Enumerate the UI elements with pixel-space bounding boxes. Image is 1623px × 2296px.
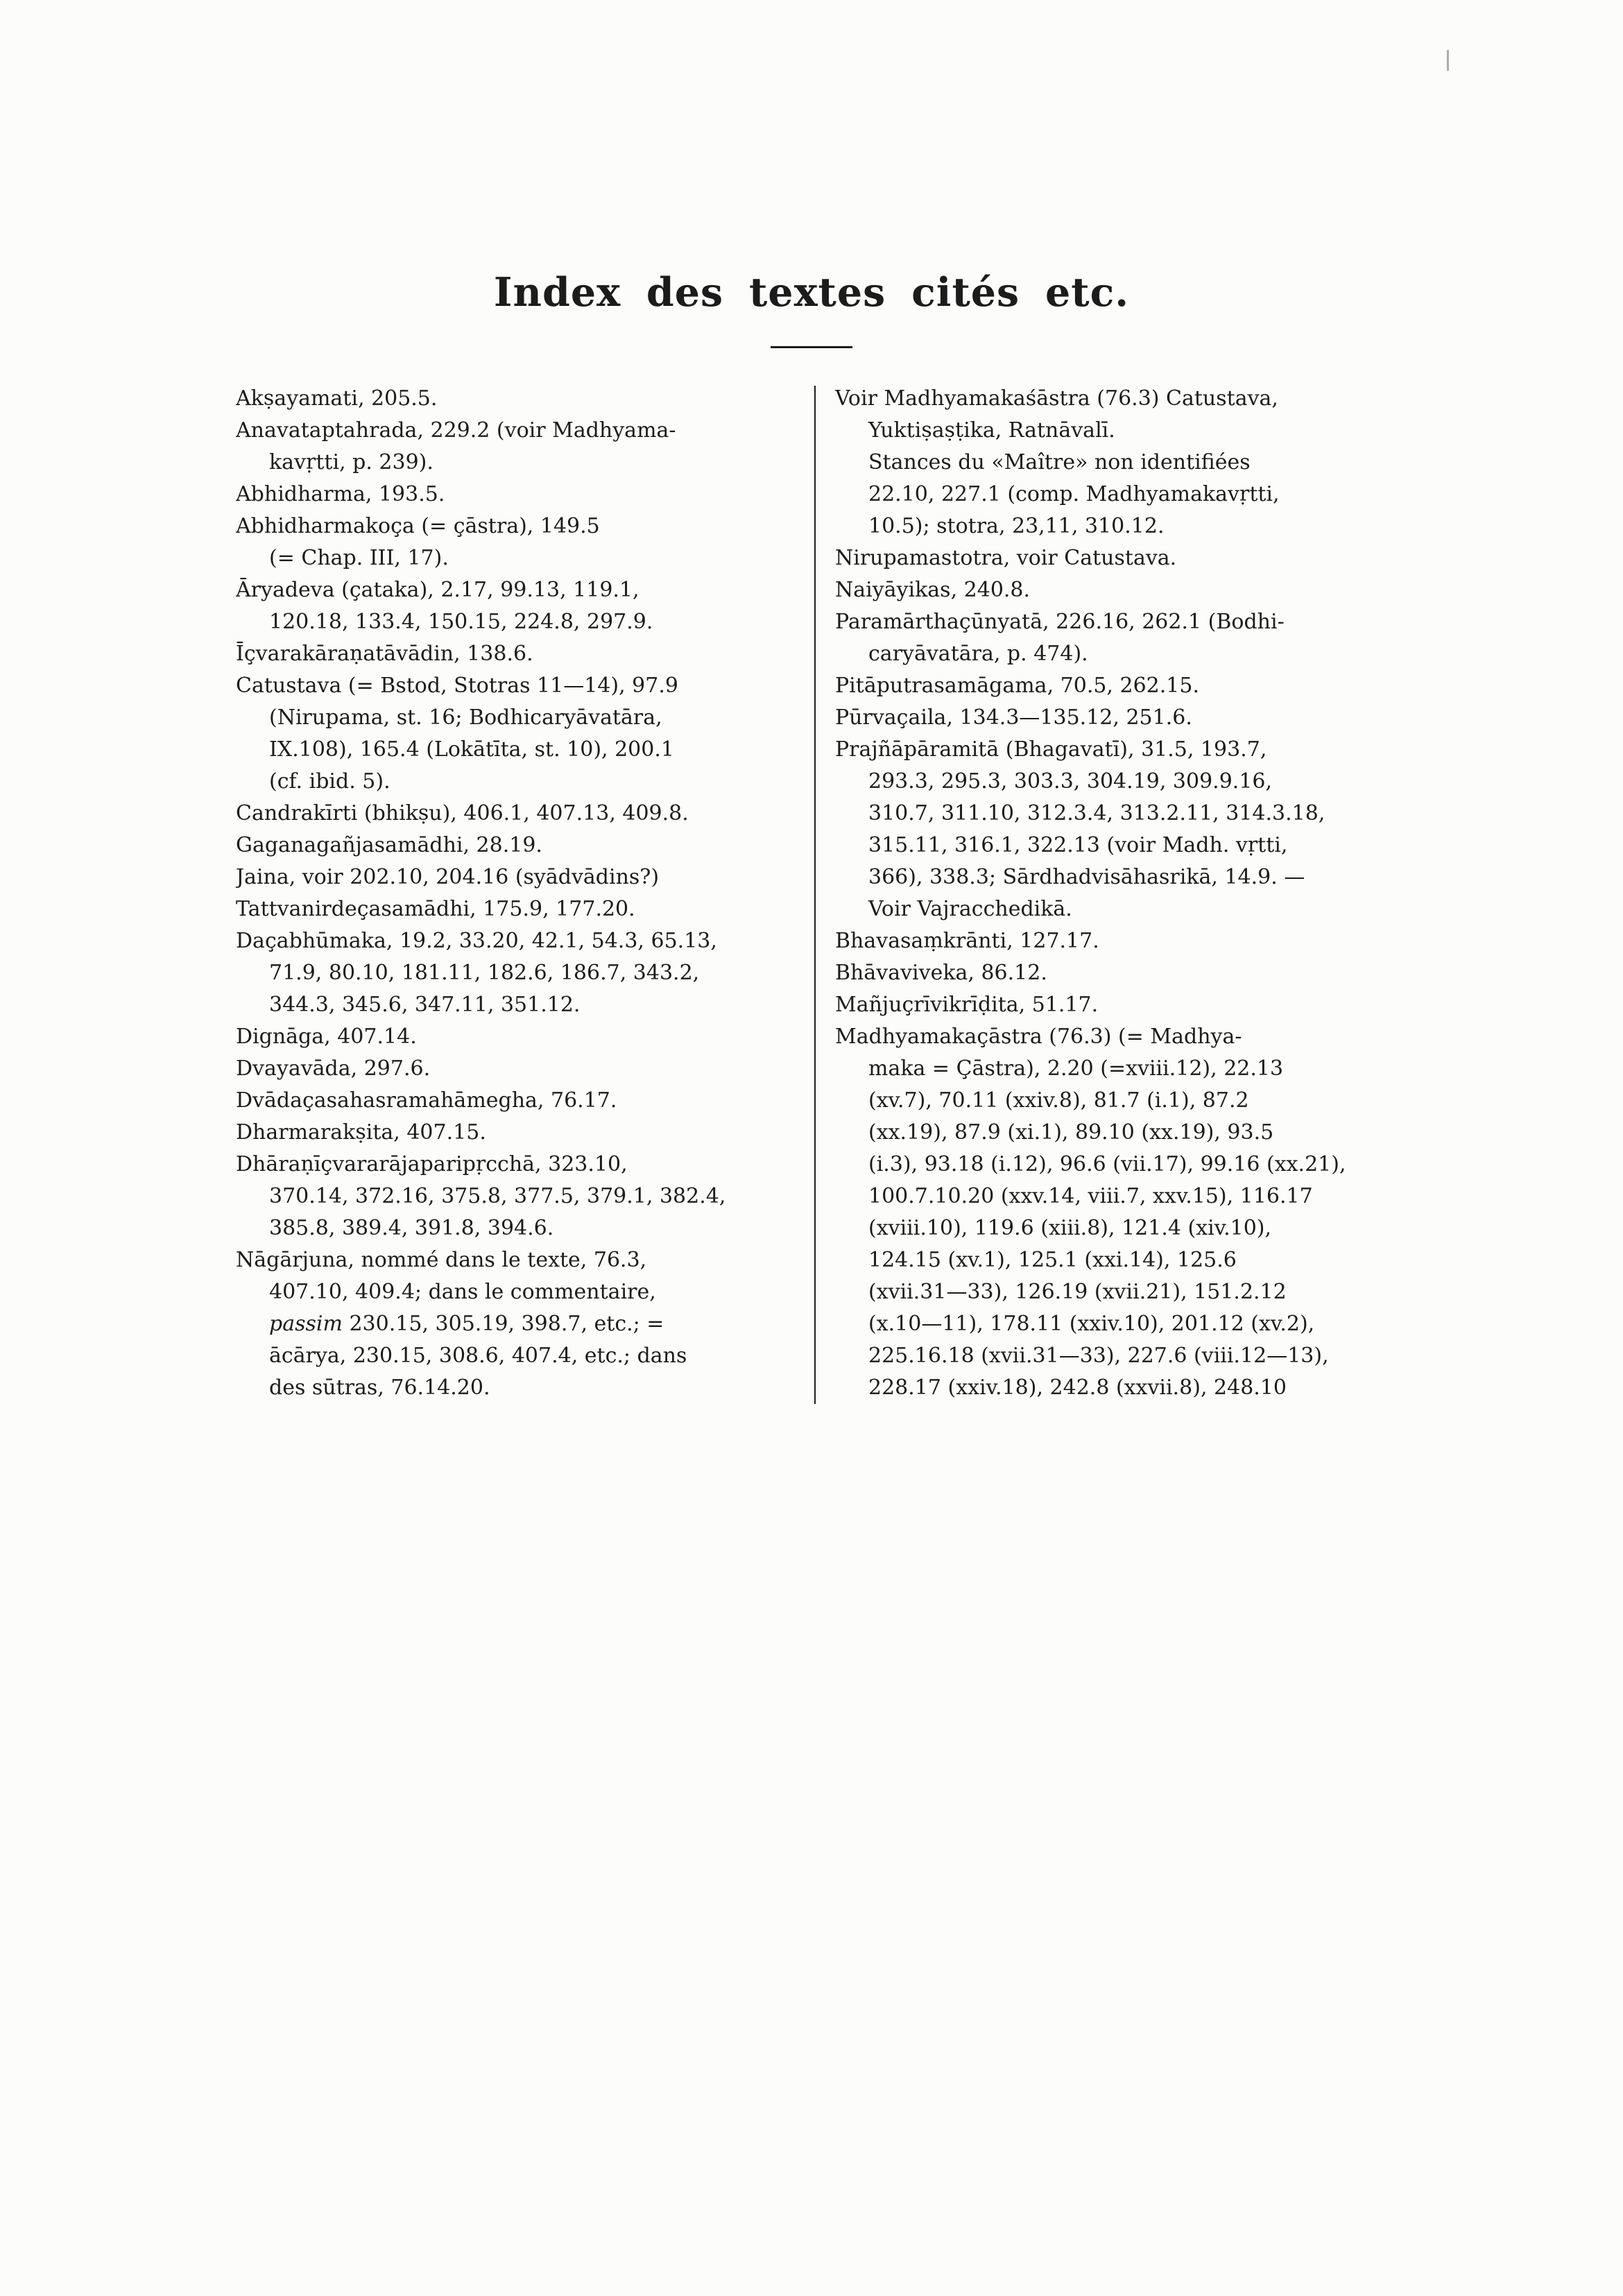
index-entry-line: (Nirupama, st. 16; Bodhicaryāvatāra, [269,705,662,730]
index-entry-line: Naiyāyikas, 240.8. [835,578,1031,602]
index-entry [236,415,795,479]
index-entry [835,925,1394,957]
index-entry [236,479,795,511]
index-entry-line: Candrakīrti (bhikṣu), 406.1, 407.13, 409.8. [236,801,689,825]
index-entry-line: Pitāputrasamāgama, 70.5, 262.15. [835,674,1200,698]
index-entry-line: Voir Madhyamakaśāstra (76.3) Catustava, [835,386,1278,411]
index-entry-line: Daçabhūmaka, 19.2, 33.20, 42.1, 54.3, 65.13, [236,929,717,953]
index-entry-line: 100.7.10.20 (xxv.14, viii.7, xxv.15), 116.17 [868,1184,1313,1208]
index-entry [236,670,795,798]
index-entry-line: (xv.7), 70.11 (xxiv.8), 81.7 (i.1), 87.2 [868,1088,1249,1113]
index-entry [236,383,795,415]
index-entry-line: (cf. ibid. 5). [269,769,390,794]
index-column-left [236,383,795,1404]
title-divider [771,346,852,348]
index-entry-line: Abhidharmakoça (= çāstra), 149.5 [236,514,600,538]
index-entry [236,1149,795,1244]
index-entry-line: Anavataptahrada, 229.2 (voir Madhyama- [236,418,676,443]
index-entry-line: Akṣayamati, 205.5. [236,386,438,411]
index-entry-line: 22.10, 227.1 (comp. Madhyamakavṛtti, [868,482,1280,506]
index-entry [835,989,1394,1021]
page-title: Index des textes cités etc. [493,269,1130,316]
index-entry-line: Madhyamakaçāstra (76.3) (= Madhya- [835,1025,1242,1049]
index-entry-line: 385.8, 389.4, 391.8, 394.6. [269,1216,554,1240]
index-entry-line: Mañjuçrīvikrīḍita, 51.17. [835,993,1099,1017]
index-entry-line: caryāvatāra, p. 474). [868,642,1088,666]
index-entry-line: Dignāga, 407.14. [236,1025,417,1049]
index-entry [835,383,1394,542]
index-entry-line: Dhāraṇīçvararājaparipṛcchā, 323.10, [236,1152,628,1176]
index-column-right [835,383,1394,1404]
index-entry [236,1117,795,1149]
index-entry [835,702,1394,734]
index-entry-line: (xvii.31—33), 126.19 (xvii.21), 151.2.12 [868,1280,1287,1304]
index-entry-line: Jaina, voir 202.10, 204.16 (syādvādins?) [236,865,660,889]
index-entry-line: Voir Vajracchedikā. [868,897,1072,921]
index-entry-line: Tattvanirdeçasamādhi, 175.9, 177.20. [236,897,635,921]
index-entry [236,893,795,925]
index-entry [835,957,1394,989]
index-entry-line: 407.10, 409.4; dans le commentaire, [269,1280,656,1304]
index-entry-line: Dharmarakṣita, 407.15. [236,1120,486,1145]
index-entry-line: 370.14, 372.16, 375.8, 377.5, 379.1, 382.4, [269,1184,726,1208]
index-entry-line: Bhāvaviveka, 86.12. [835,961,1047,985]
index-entry [236,830,795,862]
index-entry-line: Īçvarakāraṇatāvādin, 138.6. [236,642,533,666]
index-entry [835,670,1394,702]
index-entry-line: maka = Çāstra), 2.20 (=xviii.12), 22.13 [868,1056,1284,1081]
index-entry-line: 310.7, 311.10, 312.3.4, 313.2.11, 314.3.18, [868,801,1325,825]
index-entry-line: 344.3, 345.6, 347.11, 351.12. [269,993,581,1017]
index-entry-line: 366), 338.3; Sārdhadvisāhasrikā, 14.9. — [868,865,1305,889]
index-entry-line: Prajñāpāramitā (Bhagavatī), 31.5, 193.7, [835,737,1267,762]
index-entry-line: 225.16.18 (xvii.31—33), 227.6 (viii.12—13), [868,1344,1329,1368]
index-entry [835,1021,1394,1404]
index-entry-line: Nāgārjuna, nommé dans le texte, 76.3, [236,1248,647,1272]
index-entry-line: (x.10—11), 178.11 (xxiv.10), 201.12 (xv.2), [868,1312,1315,1336]
index-columns [236,383,1623,1404]
index-entry [236,1244,795,1404]
index-entry-line: des sūtras, 76.14.20. [269,1376,490,1400]
index-entry-line: 228.17 (xxiv.18), 242.8 (xxvii.8), 248.10 [868,1376,1287,1400]
index-entry-line: 315.11, 316.1, 322.13 (voir Madh. vṛtti, [868,833,1288,857]
index-entry-line: Catustava (= Bstod, Stotras 11—14), 97.9 [236,674,678,698]
index-entry-line: Abhidharma, 193.5. [236,482,445,506]
scan-artifact-mark [1447,50,1449,71]
index-entry [236,1021,795,1053]
index-entry [835,606,1394,670]
index-entry [236,862,795,893]
index-entry [835,574,1394,606]
index-entry [236,511,795,574]
index-entry-line: kavṛtti, p. 239). [269,450,433,474]
index-entry-line: Stances du «Maître» non identifiées [868,450,1251,474]
index-entry [236,925,795,1021]
index-entry-line: Gaganagañjasamādhi, 28.19. [236,833,542,857]
index-entry-line: Nirupamastotra, voir Catustava. [835,546,1177,570]
index-entry-line: passim 230.15, 305.19, 398.7, etc.; = [269,1312,664,1336]
index-entry-line: Dvādaçasahasramahāmegha, 76.17. [236,1088,617,1113]
index-entry-line: 124.15 (xv.1), 125.1 (xxi.14), 125.6 [868,1248,1237,1272]
index-entry [236,1053,795,1085]
index-entry-line: 10.5); stotra, 23,11, 310.12. [868,514,1165,538]
index-entry [236,638,795,670]
index-entry-line: 71.9, 80.10, 181.11, 182.6, 186.7, 343.2, [269,961,700,985]
index-entry-line: Dvayavāda, 297.6. [236,1056,431,1081]
index-entry-line: 120.18, 133.4, 150.15, 224.8, 297.9. [269,610,653,634]
index-entry [236,798,795,830]
index-entry-line: Yuktiṣaṣṭika, Ratnāvalī. [868,418,1115,443]
index-entry-line: 293.3, 295.3, 303.3, 304.19, 309.9.16, [868,769,1273,794]
index-entry-line: (xviii.10), 119.6 (xiii.8), 121.4 (xiv.10), [868,1216,1272,1240]
index-entry-line: (xx.19), 87.9 (xi.1), 89.10 (xx.19), 93.5 [868,1120,1274,1145]
index-entry [236,574,795,638]
index-entry-line: Pūrvaçaila, 134.3—135.12, 251.6. [835,705,1192,730]
index-entry [835,734,1394,925]
index-entry-line: Bhavasaṃkrānti, 127.17. [835,929,1099,953]
index-entry-line: Āryadeva (çataka), 2.17, 99.13, 119.1, [236,578,639,602]
index-entry-line: (= Chap. III, 17). [269,546,449,570]
index-entry [236,1085,795,1117]
index-entry [835,542,1394,574]
index-entry-line: Paramārthaçūnyatā, 226.16, 262.1 (Bodhi- [835,610,1285,634]
index-entry-line: ācārya, 230.15, 308.6, 407.4, etc.; dans [269,1344,687,1368]
index-entry-line: IX.108), 165.4 (Lokātīta, st. 10), 200.1 [269,737,674,762]
index-entry-line: (i.3), 93.18 (i.12), 96.6 (vii.17), 99.16 (xx.21), [868,1152,1346,1176]
column-divider-rule [814,386,816,1404]
